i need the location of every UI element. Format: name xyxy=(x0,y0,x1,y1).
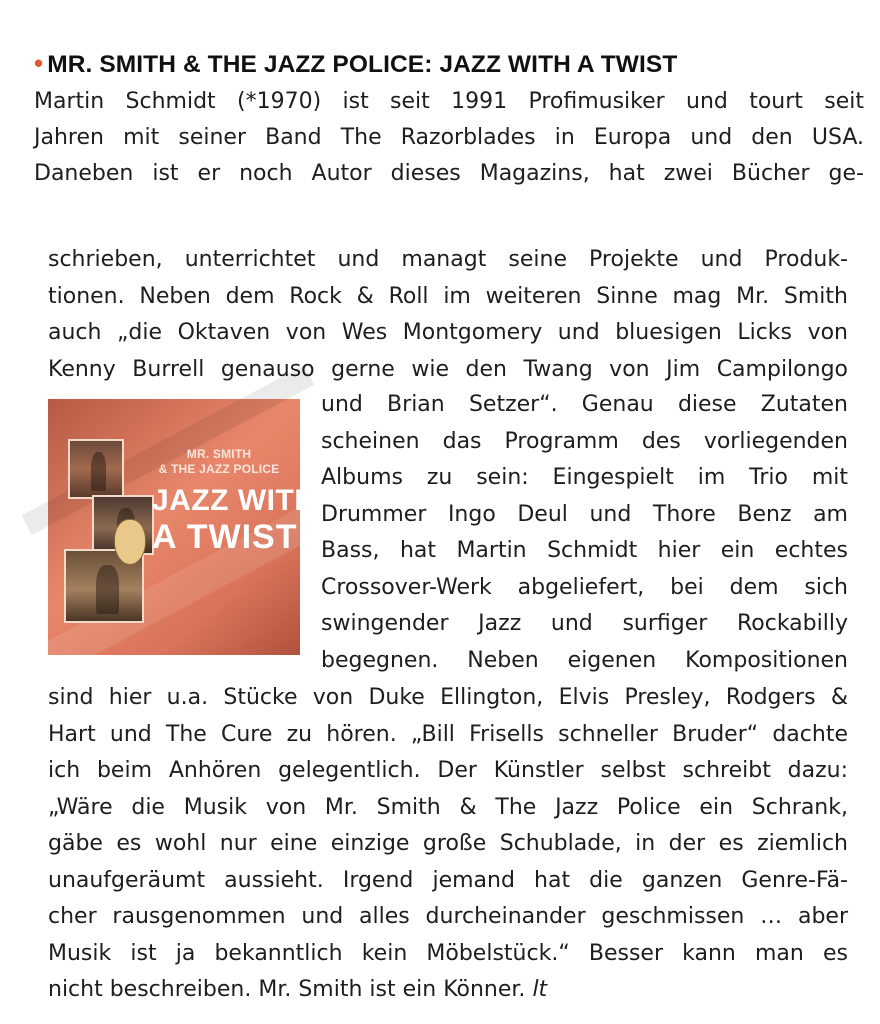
body-line: unaufgeräumt aussieht. Irgend jemand hat die ganzen Genre-Fä- xyxy=(48,867,848,893)
body-line: Albums zu sein: Eingespielt im Trio mit xyxy=(321,465,848,490)
body-line: und Brian Setzer“. Genau diese Zutaten xyxy=(321,392,848,417)
intro-line: Martin Schmidt (*1970) ist seit 1991 Profimusiker und tourt seit xyxy=(34,89,864,114)
cover-title-line1: JAZZ WITH xyxy=(152,484,317,517)
body-line: scheinen das Programm des vorliegenden xyxy=(321,428,848,454)
body-line: schrieben, unterrichtet und managt seine Projekte und Produk- xyxy=(48,247,848,272)
body-line: ich beim Anhören gelegentlich. Der Künstler selbst schreibt dazu: xyxy=(48,758,848,783)
headline-text: MR. SMITH & THE JAZZ POLICE: JAZZ WITH A TWIST xyxy=(47,51,678,78)
intro-line: Jahren mit seiner Band The Razorblades in Europa und den USA. xyxy=(34,125,864,150)
cover-band-name: MR. SMITH & THE JAZZ POLICE xyxy=(158,447,280,476)
band-photo xyxy=(68,439,124,499)
album-cover-image xyxy=(48,399,317,655)
body-line: begegnen. Neben eigenen Kompositionen xyxy=(321,647,848,673)
body-line: Musik ist ja bekanntlich kein Möbelstück.“ Besser kann man es xyxy=(48,940,848,966)
body-text-top xyxy=(48,242,848,388)
guitar-icon xyxy=(114,519,146,565)
body-line: Bass, hat Martin Schmidt hier ein echtes xyxy=(321,538,848,563)
review-headline xyxy=(34,48,677,79)
body-text-bottom xyxy=(48,680,848,1009)
body-line: swingender Jazz und surfiger Rockabilly xyxy=(321,611,848,636)
intro-line: Daneben ist er noch Autor dieses Magazins, hat zwei Bücher ge- xyxy=(34,161,864,186)
body-line: auch „die Oktaven von Wes Montgomery und bluesigen Licks von xyxy=(48,320,848,345)
body-line: „Wäre die Musik von Mr. Smith & The Jazz Police ein Schrank, xyxy=(48,794,848,820)
author-signature: lt xyxy=(532,977,548,1002)
body-line: Crossover-Werk abgeliefert, bei dem sich xyxy=(321,574,848,600)
body-line: Kenny Burrell genauso gerne wie den Twang von Jim Campilongo xyxy=(48,356,848,382)
body-text-wrap xyxy=(321,387,848,679)
body-line: cher rausgenommen und alles durcheinander geschmissen … aber xyxy=(48,904,848,929)
last-line: nicht beschreiben. Mr. Smith ist ein Könner. lt xyxy=(48,977,548,1002)
intro-paragraph xyxy=(34,84,864,192)
body-line: Hart und The Cure zu hören. „Bill Frisells schneller Bruder“ dachte xyxy=(48,721,848,747)
body-line: gäbe es wohl nur eine einzige große Schublade, in der es ziemlich xyxy=(48,831,848,856)
body-line: sind hier u.a. Stücke von Duke Ellington, Elvis Presley, Rodgers & xyxy=(48,685,848,710)
body-line: tionen. Neben dem Rock & Roll im weiteren Sinne mag Mr. Smith xyxy=(48,283,848,309)
body-line: Drummer Ingo Deul und Thore Benz am xyxy=(321,501,848,527)
bullet-icon: • xyxy=(34,48,44,78)
cover-title-line2: A TWIST xyxy=(152,518,298,556)
